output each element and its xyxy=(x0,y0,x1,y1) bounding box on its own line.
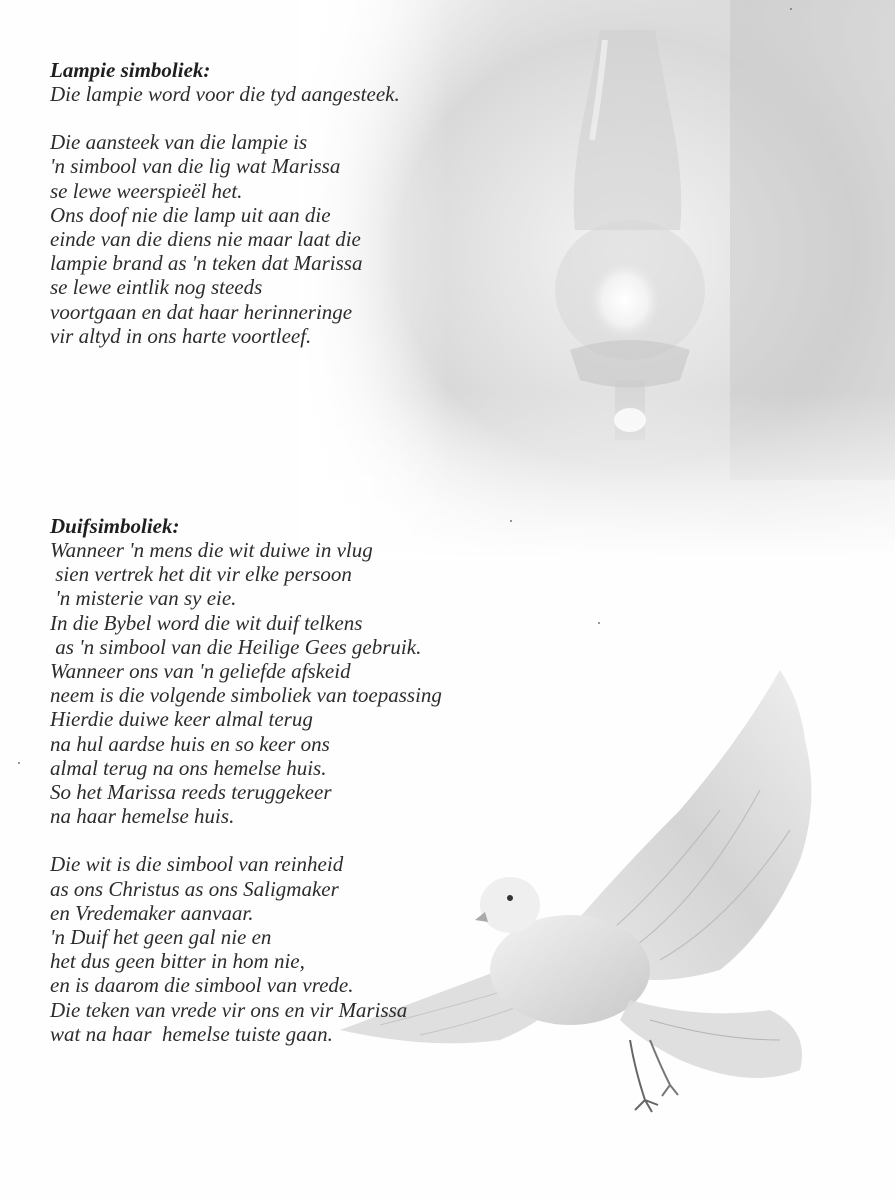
dove-section-title: Duifsimboliek: xyxy=(50,514,180,538)
lamp-text-line: vir altyd in ons harte voortleef. xyxy=(50,323,312,348)
scan-speck xyxy=(790,8,792,10)
dove-text-line: as 'n simbool van die Heilige Gees gebruik. xyxy=(50,634,422,659)
lamp-section-title: Lampie simboliek: xyxy=(50,58,211,82)
dove-symbolism-section xyxy=(50,514,442,1046)
lamp-text-line: lampie brand as 'n teken dat Marissa xyxy=(50,251,363,276)
lamp-text-line: 'n simbool van die lig wat Marissa xyxy=(50,154,341,179)
scan-speck xyxy=(510,520,512,522)
dove-text-line: en is daarom die simbool van vrede. xyxy=(50,973,354,998)
dove-text-line: Wanneer 'n mens die wit duiwe in vlug xyxy=(50,538,373,562)
dove-text-line: neem is die volgende simboliek van toepassing xyxy=(50,683,442,708)
lamp-text-line: voortgaan en dat haar herinneringe xyxy=(50,299,353,324)
dove-text-line: en Vredemaker aanvaar. xyxy=(50,900,254,925)
dove-text-line: So het Marissa reeds teruggekeer xyxy=(50,780,332,805)
dove-text-line: 'n Duif het geen gal nie en xyxy=(50,925,272,950)
dove-text-line: Hierdie duiwe keer almal terug xyxy=(50,707,313,732)
lamp-text-line: se lewe weerspieël het. xyxy=(50,178,243,203)
dove-text-line: Die teken van vrede vir ons en vir Marissa xyxy=(50,997,408,1022)
scan-speck xyxy=(18,762,20,764)
dove-text-line: het dus geen bitter in hom nie, xyxy=(50,949,305,974)
dove-text-line: as ons Christus as ons Saligmaker xyxy=(50,876,339,901)
lamp-symbolism-section xyxy=(50,58,400,348)
dove-text-line: na haar hemelse huis. xyxy=(50,804,235,829)
lamp-text-line: einde van die diens nie maar laat die xyxy=(50,227,361,252)
dove-text-line: na hul aardse huis en so keer ons xyxy=(50,731,330,756)
dove-text-line: In die Bybel word die wit duif telkens xyxy=(50,610,363,635)
lamp-intro-line: Die lampie word voor die tyd aangesteek. xyxy=(50,82,400,106)
dove-text-line: wat na haar hemelse tuiste gaan. xyxy=(50,1021,333,1046)
lamp-text-line: Die aansteek van die lampie is xyxy=(50,130,308,155)
lamp-text-line: Ons doof nie die lamp uit aan die xyxy=(50,202,331,227)
lamp-text-line: se lewe eintlik nog steeds xyxy=(50,275,263,300)
dove-text-line: 'n misterie van sy eie. xyxy=(50,586,237,611)
dove-text-line: sien vertrek het dit vir elke persoon xyxy=(50,562,352,587)
dove-text-line: almal terug na ons hemelse huis. xyxy=(50,755,327,780)
scan-speck xyxy=(598,622,600,624)
dove-text-line: Die wit is die simbool van reinheid xyxy=(50,852,344,877)
dove-text-line: Wanneer ons van 'n geliefde afskeid xyxy=(50,659,351,684)
